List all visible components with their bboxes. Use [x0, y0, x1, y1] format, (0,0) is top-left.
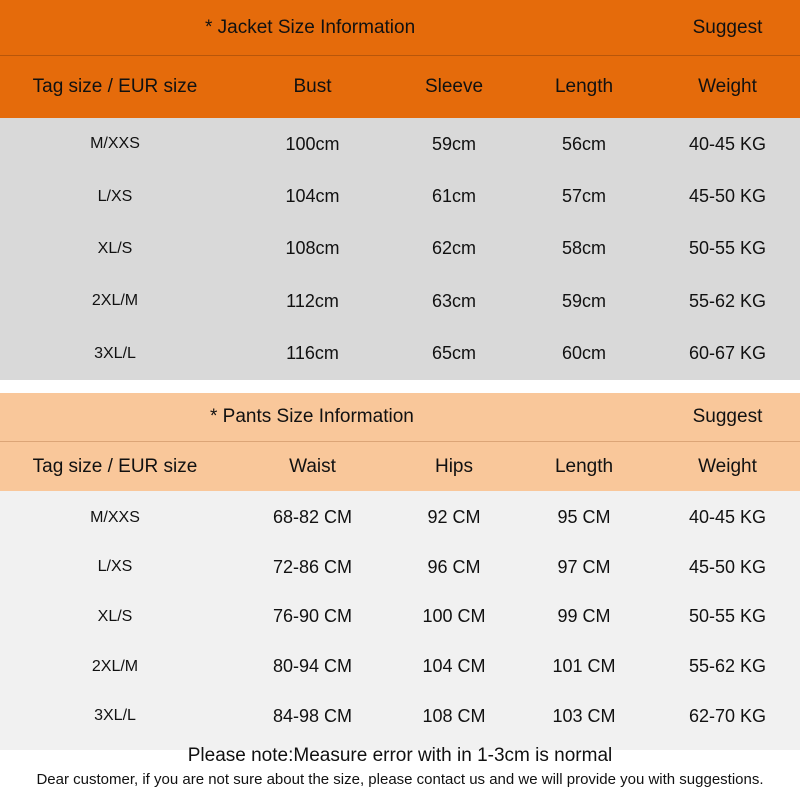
hips-cell: 96 CM — [427, 556, 481, 577]
size-cell: XL/S — [97, 607, 133, 625]
table-row — [0, 493, 800, 543]
weight-cell: 45-50 KG — [688, 556, 767, 577]
size-cell: M/XXS — [90, 135, 140, 153]
pants-title-row — [0, 393, 800, 441]
table-row — [0, 170, 800, 222]
size-cell: XL/S — [97, 239, 133, 257]
pants-header-row — [0, 442, 800, 491]
table-row — [0, 328, 800, 380]
table-row — [0, 118, 800, 170]
weight-cell: 45-50 KG — [688, 186, 767, 207]
bust-cell: 116cm — [286, 343, 339, 364]
bust-cell: 104cm — [285, 186, 340, 207]
length-cell: 56cm — [561, 133, 606, 154]
weight-cell: 50-55 KG — [688, 606, 767, 627]
table-row — [0, 543, 800, 593]
pants-size-table — [0, 393, 800, 750]
jacket-suggest-label: Suggest — [692, 16, 763, 38]
bust-cell: 100cm — [285, 133, 340, 154]
table-row — [0, 592, 800, 642]
size-cell: 2XL/M — [91, 292, 139, 310]
pants-header-waist: Waist — [289, 455, 336, 477]
jacket-title: * Jacket Size Information — [205, 16, 416, 38]
waist-cell: 76-90 CM — [272, 606, 353, 627]
jacket-header-row — [0, 56, 800, 118]
length-cell: 58cm — [561, 238, 606, 259]
size-cell: 3XL/L — [94, 707, 136, 725]
hips-cell: 100 CM — [422, 606, 486, 627]
pants-header-tag-size: Tag size / EUR size — [32, 455, 198, 477]
length-cell: 101 CM — [552, 656, 616, 677]
jacket-header-sleeve: Sleeve — [424, 76, 484, 97]
waist-cell: 68-82 CM — [272, 507, 353, 528]
waist-cell: 84-98 CM — [272, 705, 353, 726]
pants-title: * Pants Size Information — [210, 406, 414, 427]
weight-cell: 62-70 KG — [688, 705, 767, 726]
measure-note: Please note:Measure error with in 1-3cm is normal — [187, 745, 613, 766]
jacket-header-length: Length — [554, 76, 614, 97]
weight-cell: 60-67 KG — [688, 343, 767, 364]
length-cell: 57cm — [561, 186, 606, 207]
weight-cell: 50-55 KG — [688, 238, 767, 259]
jacket-header-tag-size: Tag size / EUR size — [32, 76, 198, 97]
waist-cell: 72-86 CM — [272, 556, 353, 577]
jacket-header-weight: Weight — [698, 76, 757, 97]
sleeve-cell: 62cm — [431, 238, 476, 259]
weight-cell: 55-62 KG — [688, 656, 767, 677]
length-cell: 103 CM — [552, 705, 616, 726]
waist-cell: 80-94 CM — [272, 656, 353, 677]
length-cell: 97 CM — [557, 556, 611, 577]
pants-suggest-label: Suggest — [692, 406, 763, 427]
sleeve-cell: 59cm — [431, 133, 476, 154]
table-row — [0, 691, 800, 741]
sleeve-cell: 65cm — [431, 343, 476, 364]
hips-cell: 104 CM — [422, 656, 486, 677]
bust-cell: 108cm — [285, 238, 340, 259]
weight-cell: 40-45 KG — [688, 133, 767, 154]
length-cell: 59cm — [561, 290, 606, 311]
jacket-size-table — [0, 0, 800, 380]
size-cell: L/XS — [97, 558, 133, 576]
size-cell: M/XXS — [90, 508, 140, 526]
length-cell: 95 CM — [557, 507, 611, 528]
length-cell: 99 CM — [557, 606, 611, 627]
hips-cell: 108 CM — [422, 705, 486, 726]
pants-header-weight: Weight — [698, 455, 757, 477]
hips-cell: 92 CM — [427, 507, 481, 528]
pants-header-hips: Hips — [434, 455, 473, 477]
jacket-header-bust: Bust — [293, 76, 332, 97]
table-row — [0, 275, 800, 327]
pants-header-length: Length — [554, 455, 614, 477]
table-row — [0, 642, 800, 692]
size-cell: 3XL/L — [94, 344, 136, 362]
size-cell: L/XS — [97, 187, 133, 205]
jacket-title-row — [0, 0, 800, 55]
customer-disclaimer: Dear customer, if you are not sure about the size, please contact us and we will provide you with suggestions. — [36, 770, 764, 788]
weight-cell: 40-45 KG — [688, 507, 767, 528]
bust-cell: 112cm — [286, 290, 339, 311]
length-cell: 60cm — [561, 343, 606, 364]
size-cell: 2XL/M — [91, 657, 139, 675]
sleeve-cell: 61cm — [431, 186, 476, 207]
sleeve-cell: 63cm — [431, 290, 476, 311]
weight-cell: 55-62 KG — [688, 290, 767, 311]
table-row — [0, 223, 800, 275]
